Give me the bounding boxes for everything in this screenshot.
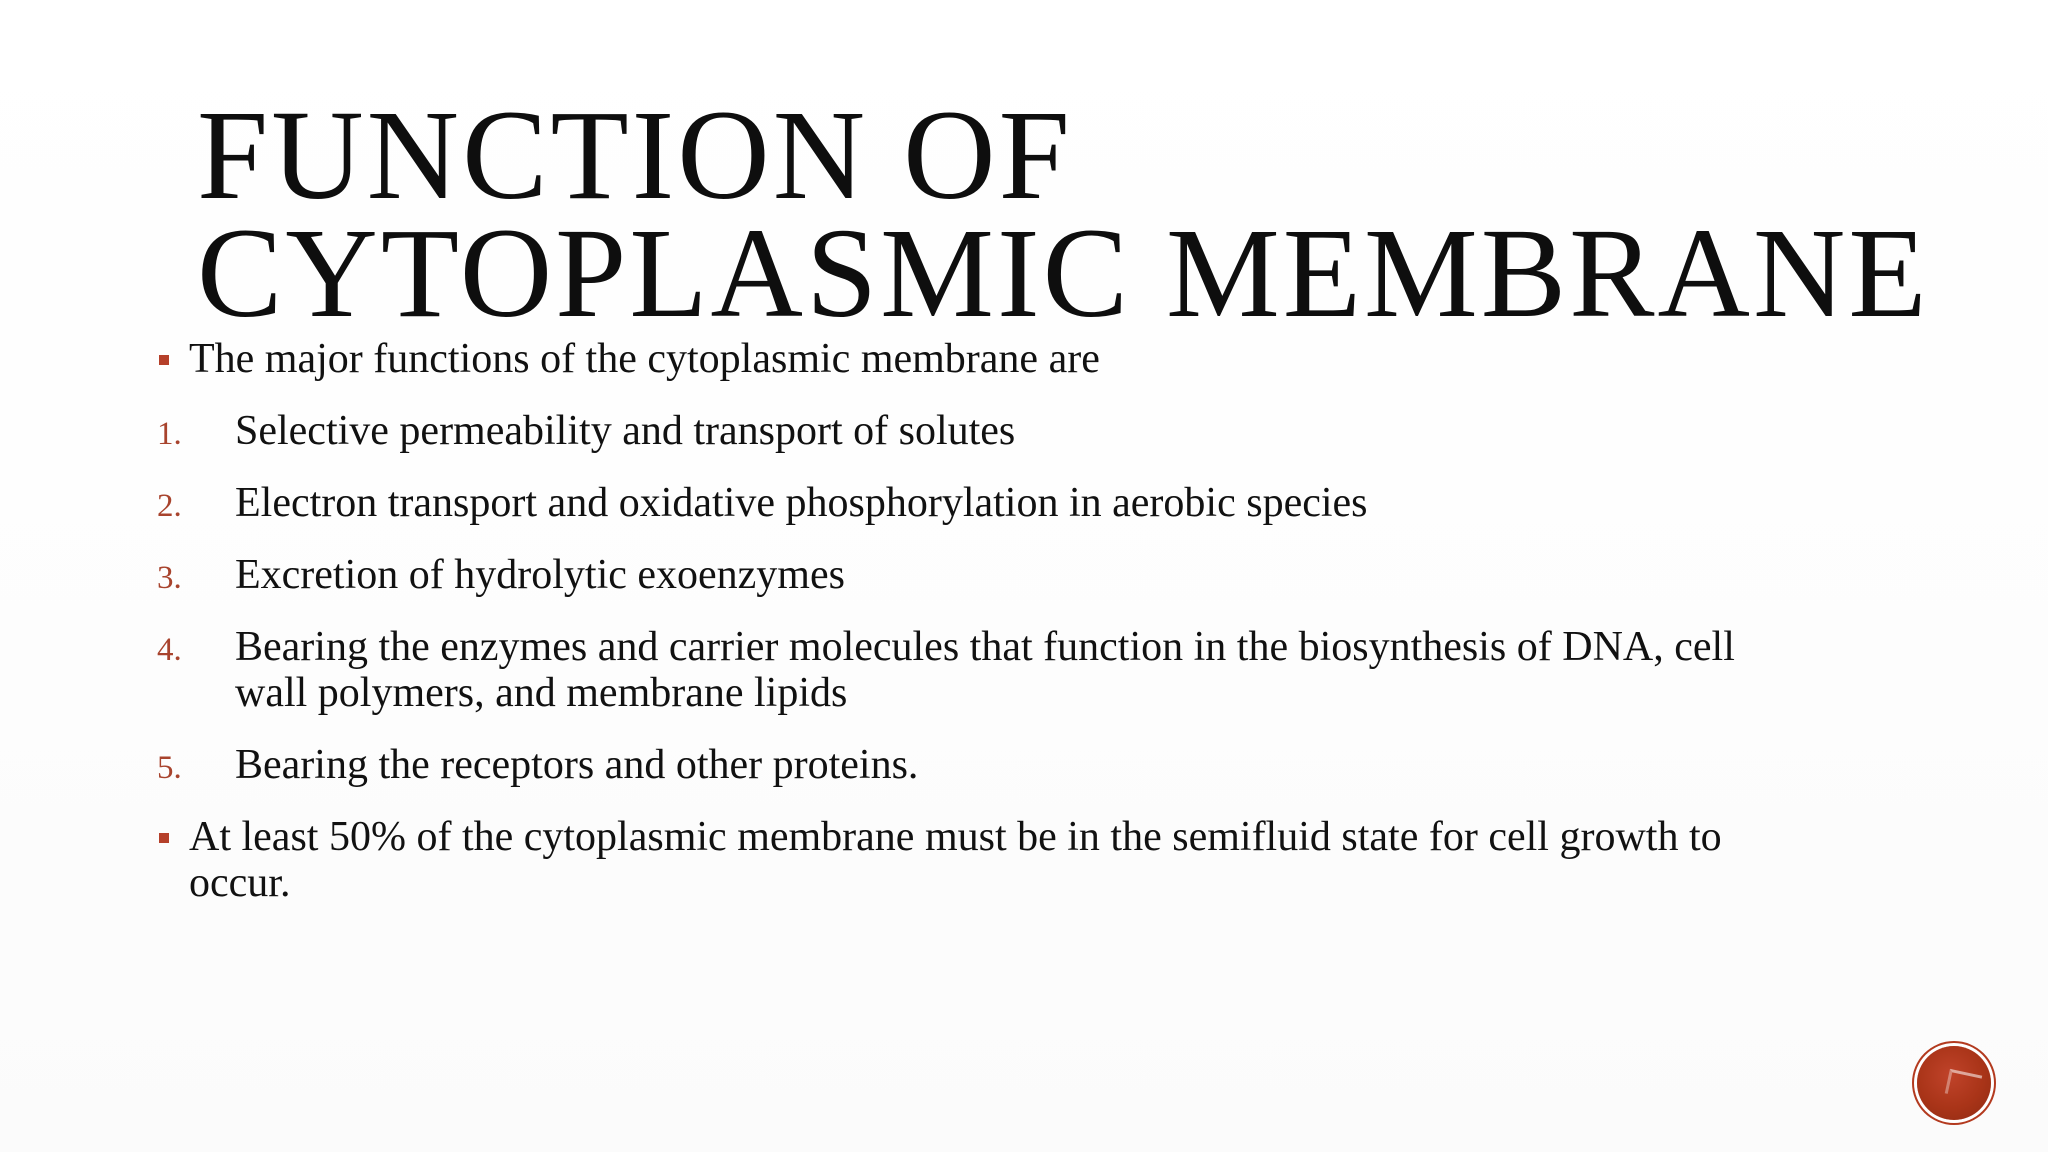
intro-text: The major functions of the cytoplasmic membrane are	[189, 336, 1100, 382]
slide-title	[197, 84, 1930, 344]
intro-bullet	[155, 336, 1795, 382]
list-item-number: 1.	[157, 416, 182, 452]
slide-title-line-2: CYTOPLASMIC MEMBRANE	[197, 202, 1930, 344]
slide-body	[155, 336, 1795, 906]
list-item-text: Selective permeability and transport of solutes	[235, 408, 1016, 454]
list-item-number: 2.	[157, 488, 182, 524]
square-bullet-icon	[159, 833, 169, 843]
list-item-text: Bearing the receptors and other proteins.	[235, 742, 919, 788]
list-item	[155, 624, 1795, 716]
list-item-number: 5.	[157, 750, 182, 786]
list-item-text: Excretion of hydrolytic exoenzymes	[235, 552, 845, 598]
list-item-text: Bearing the enzymes and carrier molecules that function in the biosynthesis of DNA, cell wall polymers, and membrane lipids	[235, 624, 1735, 716]
closing-text: At least 50% of the cytoplasmic membrane must be in the semifluid state for cell growth to occur.	[189, 814, 1722, 906]
list-item	[155, 742, 1795, 788]
logo-mark	[1945, 1069, 1982, 1100]
list-item-text: Electron transport and oxidative phosphorylation in aerobic species	[235, 480, 1368, 526]
list-item-number: 4.	[157, 632, 182, 668]
list-item	[155, 480, 1795, 526]
list-item	[155, 552, 1795, 598]
closing-bullet	[155, 814, 1795, 906]
presentation-logo-icon	[1917, 1046, 1991, 1120]
square-bullet-icon	[159, 355, 169, 365]
slide-title-line-1: FUNCTION OF	[197, 84, 1073, 226]
list-item-number: 3.	[157, 560, 182, 596]
list-item	[155, 408, 1795, 454]
slide-margin	[0, 0, 150, 1152]
